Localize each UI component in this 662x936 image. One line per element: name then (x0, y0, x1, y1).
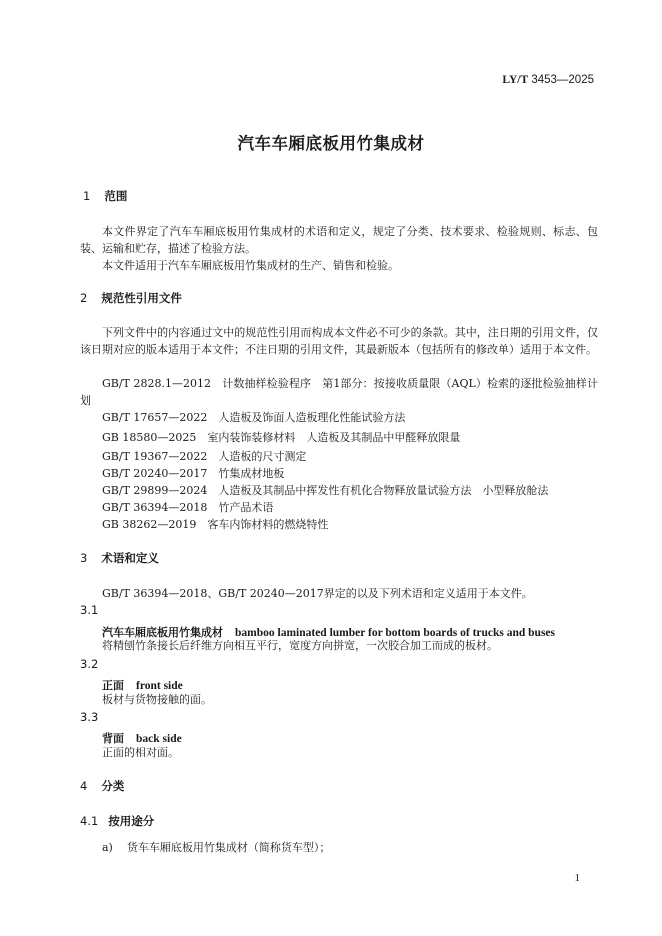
section-1-paragraph-2: 本文件适用于汽车车厢底板用竹集成材的生产、销售和检验。 (102, 259, 399, 272)
term-number: 3.3 (80, 710, 99, 724)
term-number: 3.2 (80, 657, 99, 671)
term-heading: 背面 back side (102, 732, 182, 745)
page-number: 1 (574, 872, 580, 884)
term-heading: 正面 front side (102, 679, 183, 692)
section-1-heading: 1 范围 (83, 189, 128, 203)
term-definition: 板材与货物接触的面。 (102, 693, 212, 706)
subsection-4-1-heading: 4.1 按用途分 (80, 814, 155, 828)
section-3-heading: 3 术语和定义 (80, 551, 159, 565)
list-marker: a) (102, 841, 113, 854)
term-definition: 将精刨竹条接长后纤维方向相互平行，宽度方向拼宽，一次胶合加工而成的板材。 (102, 639, 498, 652)
reference-item: GB/T 2828.1—2012 计数抽样检验程序 第1部分：按接收质量限（AQL）检索的逐批检验抽样计划 (80, 377, 598, 407)
section-1-paragraph-1: 本文件界定了汽车车厢底板用竹集成材的术语和定义，规定了分类、技术要求、检验规则、标志、包装、运输和贮存，描述了检验方法。 (80, 225, 598, 255)
reference-item: GB/T 17657—2022 人造板及饰面人造板理化性能试验方法 (102, 411, 406, 424)
term-heading: 汽车车厢底板用竹集成材 bamboo laminated lumber for bottom boards of trucks and buses (102, 626, 556, 639)
reference-item: GB/T 19367—2022 人造板的尺寸测定 (102, 450, 307, 463)
list-item: a) 货车车厢底板用竹集成材（简称货车型）； (102, 841, 331, 854)
term-number: 3.1 (80, 603, 99, 617)
section-2-heading: 2 规范性引用文件 (80, 291, 182, 305)
reference-item: GB/T 20240—2017 竹集成材地板 (102, 467, 285, 480)
section-4-heading: 4 分类 (80, 779, 125, 793)
standard-code: LY/T 3453—2025 (502, 74, 594, 86)
term-definition: 正面的相对面。 (102, 746, 179, 759)
reference-item: GB 38262—2019 客车内饰材料的燃烧特性 (102, 518, 329, 531)
reference-item: GB/T 29899—2024 人造板及其制品中挥发性有机化合物释放量试验方法 小型释放舱法 (102, 484, 549, 497)
section-2-paragraph-1: 下列文件中的内容通过文中的规范性引用而构成本文件必不可少的条款。其中，注日期的引用文件，仅该日期对应的版本适用于本文件；不注日期的引用文件，其最新版本（包括所有的修改单）适用于本文件。 (80, 326, 598, 356)
page-title: 汽车车厢底板用竹集成材 (237, 134, 425, 153)
reference-item: GB 18580—2025 室内装饰装修材料 人造板及其制品中甲醛释放限量 (102, 431, 461, 444)
reference-item: GB/T 36394—2018 竹产品术语 (102, 501, 274, 514)
section-3-paragraph-1: GB/T 36394—2018、GB/T 20240—2017界定的以及下列术语和定义适用于本文件。 (102, 587, 533, 600)
